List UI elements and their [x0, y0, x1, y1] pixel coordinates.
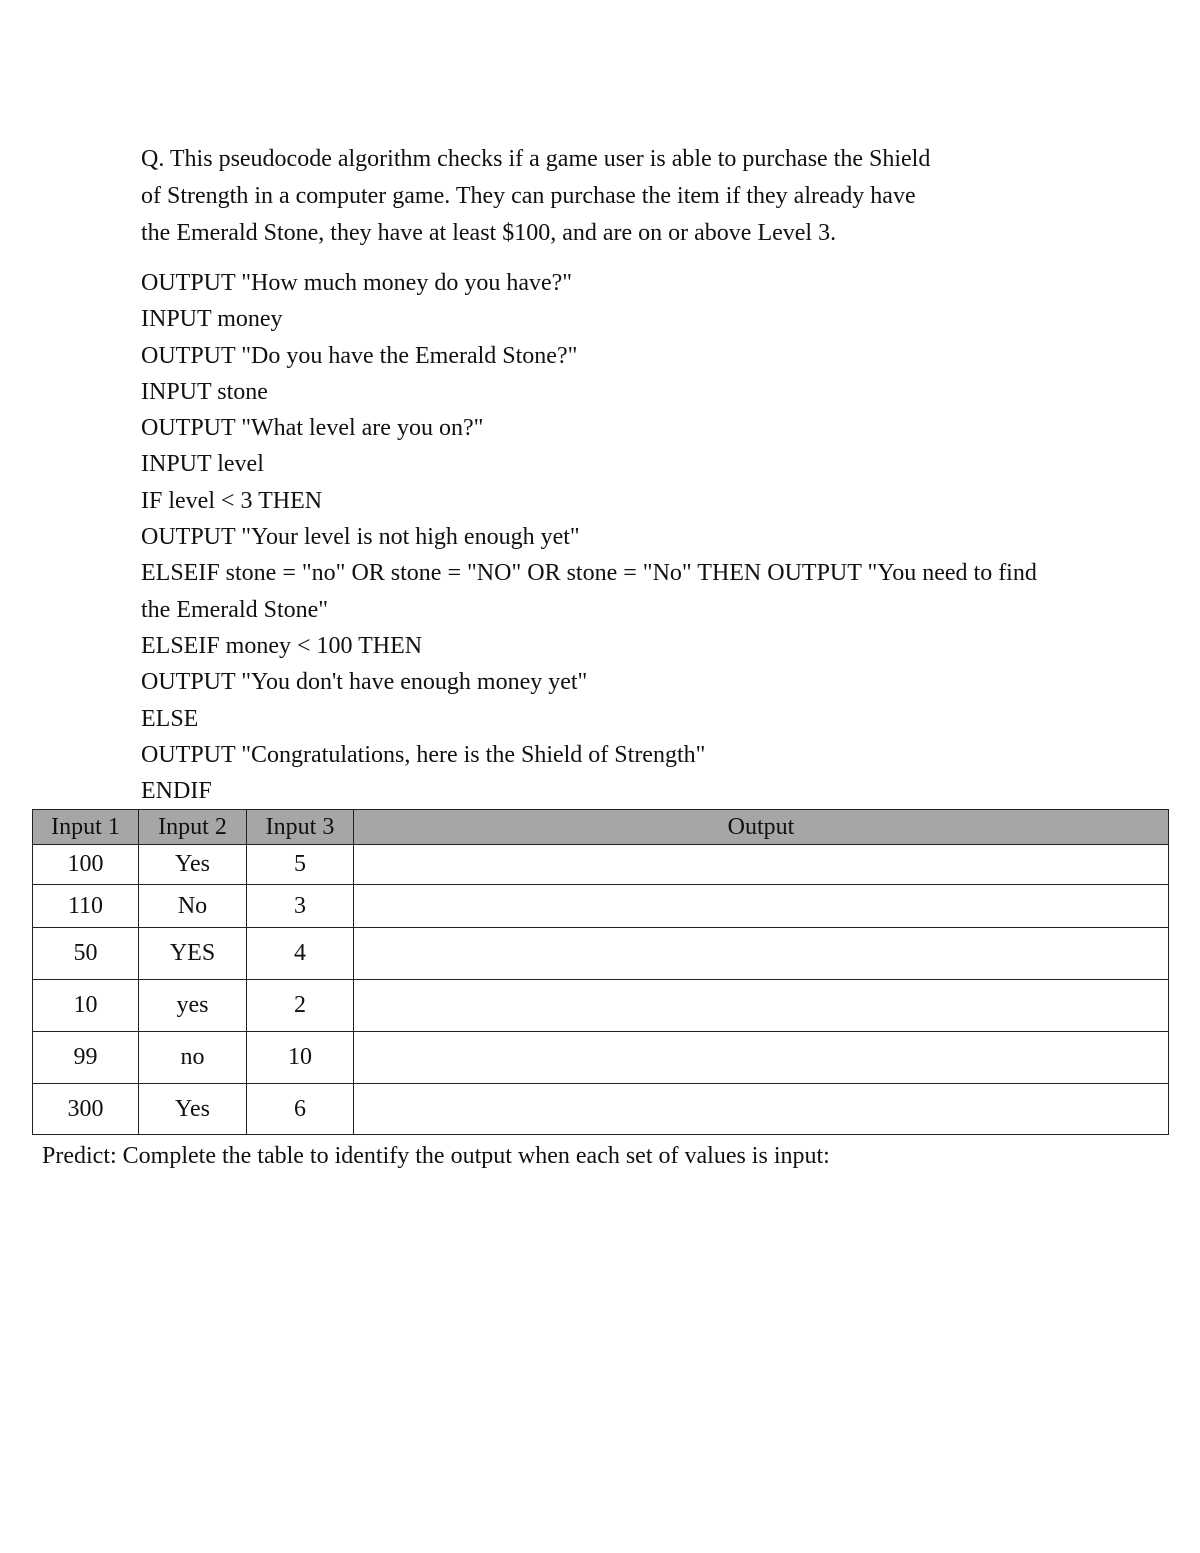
code-line: INPUT stone — [141, 378, 268, 405]
cell-output[interactable] — [354, 928, 1169, 980]
cell-output[interactable] — [354, 885, 1169, 928]
code-line: OUTPUT "Congratulations, here is the Shield of Strength" — [141, 741, 706, 768]
cell-input-2: No — [139, 885, 247, 928]
question-line: of Strength in a computer game. They can purchase the item if they already have — [141, 183, 916, 209]
code-line: the Emerald Stone" — [141, 596, 329, 623]
cell-output[interactable] — [354, 980, 1169, 1032]
code-line: OUTPUT "Your level is not high enough yet" — [141, 524, 580, 551]
predict-instruction: Predict: Complete the table to identify the output when each set of values is input: — [42, 1143, 830, 1169]
table-header-row — [33, 810, 1169, 845]
cell-input-2: Yes — [139, 845, 247, 885]
code-line: ENDIF — [141, 778, 212, 805]
code-line: INPUT money — [141, 306, 283, 333]
code-line: ELSE — [141, 705, 199, 732]
header-input-2: Input 2 — [139, 810, 247, 845]
code-line: INPUT level — [141, 451, 264, 478]
cell-input-2: no — [139, 1032, 247, 1084]
cell-input-1: 100 — [33, 845, 139, 885]
table-row — [33, 980, 1169, 1032]
table-row — [33, 845, 1169, 885]
table-row — [33, 928, 1169, 980]
question-text — [141, 141, 1101, 252]
code-line: OUTPUT "How much money do you have?" — [141, 270, 573, 296]
question-line: Q. This pseudocode algorithm checks if a game user is able to purchase the Shield — [141, 146, 931, 172]
cell-input-3: 10 — [247, 1032, 354, 1084]
cell-input-2: YES — [139, 928, 247, 980]
question-line: the Emerald Stone, they have at least $100, and are on or above Level 3. — [141, 220, 837, 246]
code-line: IF level < 3 THEN — [141, 487, 323, 514]
header-output: Output — [354, 810, 1169, 845]
cell-input-1: 110 — [33, 885, 139, 928]
cell-input-1: 10 — [33, 980, 139, 1032]
table-row — [33, 1084, 1169, 1135]
cell-input-1: 99 — [33, 1032, 139, 1084]
code-line: OUTPUT "Do you have the Emerald Stone?" — [141, 342, 578, 369]
cell-input-2: Yes — [139, 1084, 247, 1135]
cell-input-2: yes — [139, 980, 247, 1032]
table-row — [33, 885, 1169, 928]
cell-input-3: 4 — [247, 928, 354, 980]
pseudocode-block — [141, 265, 1181, 809]
cell-input-3: 3 — [247, 885, 354, 928]
trace-table — [32, 809, 1169, 1135]
code-line: ELSEIF money < 100 THEN — [141, 632, 423, 659]
code-line: OUTPUT "What level are you on?" — [141, 415, 484, 442]
code-line: ELSEIF stone = "no" OR stone = "NO" OR stone = "No" THEN OUTPUT "You need to find — [141, 560, 1037, 587]
cell-input-1: 50 — [33, 928, 139, 980]
header-input-1: Input 1 — [33, 810, 139, 845]
cell-input-3: 5 — [247, 845, 354, 885]
cell-output[interactable] — [354, 1032, 1169, 1084]
cell-output[interactable] — [354, 1084, 1169, 1135]
cell-input-3: 6 — [247, 1084, 354, 1135]
cell-input-3: 2 — [247, 980, 354, 1032]
cell-input-1: 300 — [33, 1084, 139, 1135]
code-line: OUTPUT "You don't have enough money yet" — [141, 669, 588, 696]
cell-output[interactable] — [354, 845, 1169, 885]
table-row — [33, 1032, 1169, 1084]
header-input-3: Input 3 — [247, 810, 354, 845]
